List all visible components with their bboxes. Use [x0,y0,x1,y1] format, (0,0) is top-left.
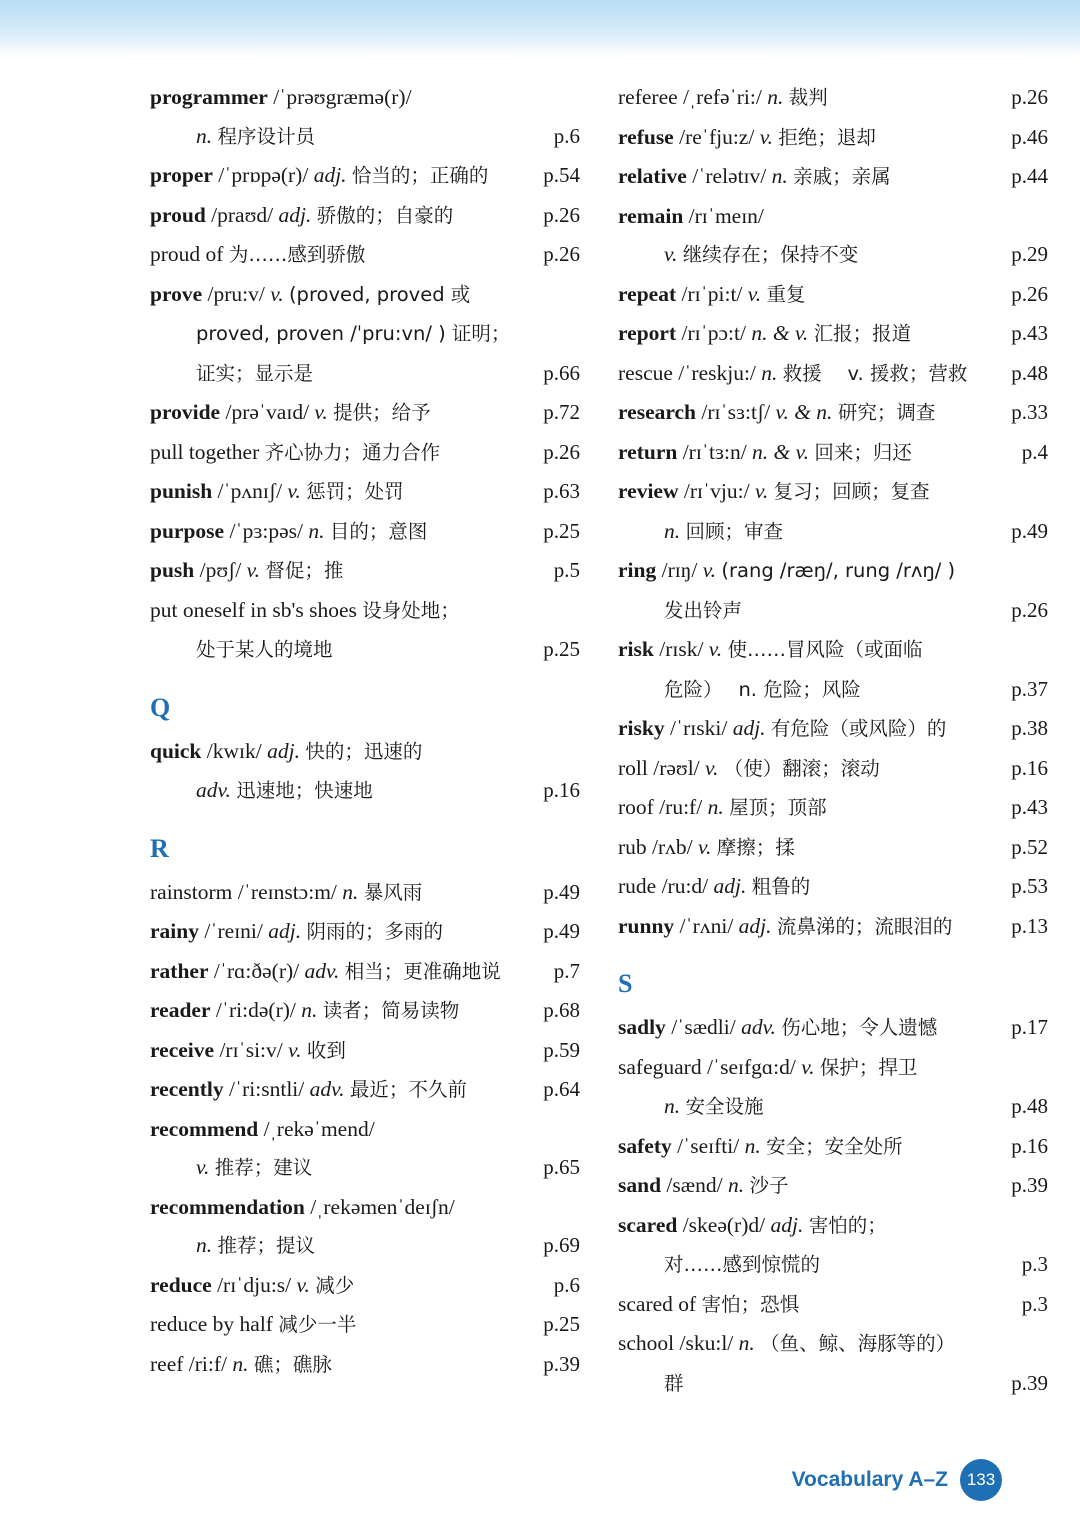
entry-text: return /rɪˈtɜ:n/ n. & v. 回来；归还 [618,439,912,464]
page-reference: p.26 [1011,281,1048,306]
entry-text: proper /ˈprɒpə(r)/ adj. 恰当的；正确的 [150,163,489,187]
page-reference: p.49 [1011,518,1048,543]
decorative-top-band [0,0,1080,56]
entry-text: push /pʊʃ/ v. 督促；推 [150,558,344,582]
entry-text: put oneself in sb's shoes 设身处地； [150,597,460,622]
entry-text: programmer /ˈprəʊgræmə(r)/ [150,85,412,109]
page-number-badge: 133 [960,1459,1002,1501]
entry-text: sand /sænd/ n. 沙子 [618,1173,789,1197]
page-reference: p.25 [543,518,580,543]
page-reference: p.6 [553,1272,580,1297]
entry-text: reader /ˈri:də(r)/ n. 读者；简易读物 [150,998,460,1022]
entry-text: n. 程序设计员 [196,123,316,148]
dictionary-entry [150,433,580,473]
entry-text: relative /ˈrelətɪv/ n. 亲戚；亲属 [618,164,891,188]
dictionary-entry [150,78,580,117]
entry-text: n. 回顾；审查 [664,518,784,543]
dictionary-entry [618,749,1048,789]
entry-text: refuse /reˈfju:z/ v. 拒绝；退却 [618,124,876,149]
entry-text: sadly /ˈsædli/ adv. 伤心地；令人遗憾 [618,1015,938,1039]
page-reference: p.59 [543,1037,580,1062]
dictionary-entry [150,235,580,275]
page-reference: p.53 [1011,874,1048,898]
dictionary-entry [618,197,1048,236]
page-reference: p.3 [1021,1291,1048,1316]
entry-text: n. 安全设施 [664,1094,764,1118]
page-reference: p.39 [543,1351,580,1376]
dictionary-entry [618,788,1048,828]
entry-text: review /rɪˈvju:/ v. 复习；回顾；复查 [618,479,930,503]
entry-text: risky /ˈrɪski/ adj. 有危险（或风险）的 [618,716,947,740]
entry-text: recommend /ˌrekəˈmend/ [150,1116,375,1141]
page-reference: p.48 [1011,360,1048,385]
two-column-layout [0,78,1080,1403]
page-reference: p.16 [1011,1133,1048,1158]
entry-text: rather /ˈrɑ:ðə(r)/ adv. 相当；更准确地说 [150,958,501,983]
dictionary-entry [150,1345,580,1385]
page-reference: p.26 [1011,597,1048,622]
entry-text: ring /rɪŋ/ v. (rang /ræŋ/, rung /rʌŋ/ ) [618,558,956,582]
dictionary-entry [150,354,580,394]
dictionary-entry [150,591,580,631]
dictionary-entry [618,591,1048,631]
dictionary-entry [150,771,580,811]
entry-text: 危险） n. 危险；风险 [664,677,861,701]
page-reference: p.7 [553,958,580,983]
page-reference: p.66 [543,360,580,385]
dictionary-entry [618,393,1048,433]
entry-text: reduce /rɪˈdju:s/ v. 减少 [150,1272,355,1297]
dictionary-entry [618,157,1048,197]
dictionary-entry [618,1127,1048,1167]
dictionary-entry [618,354,1048,394]
entry-text: quick /kwɪk/ adj. 快的；迅速的 [150,738,423,763]
entry-text: purpose /ˈpɜ:pəs/ n. 目的；意图 [150,518,428,543]
entry-text: scared /skeə(r)d/ adj. 害怕的； [618,1212,887,1237]
page-reference: p.65 [543,1155,580,1179]
entry-text: school /sku:l/ n. （鱼、鲸、海豚等的） [618,1331,956,1355]
entry-text: recommendation /ˌrekəmenˈdeɪʃn/ [150,1194,455,1219]
dictionary-entry [618,1285,1048,1325]
page-reference: p.39 [1011,1370,1048,1395]
page-reference: p.72 [543,400,580,424]
entry-text: roof /ru:f/ n. 屋顶；顶部 [618,795,827,819]
page-reference: p.63 [543,479,580,503]
page-reference: p.43 [1011,795,1048,819]
page-reference: p.26 [543,242,580,266]
dictionary-entry [150,1110,580,1149]
dictionary-entry [150,732,580,772]
dictionary-entry [618,314,1048,354]
entry-text: repeat /rɪˈpi:t/ v. 重复 [618,281,806,306]
right-column [608,78,1058,1403]
entry-text: 证实；显示是 [196,361,314,385]
entry-text: 群 [664,1371,684,1395]
dictionary-entry [618,1087,1048,1127]
entry-text: adv. 迅速地；快速地 [196,778,373,802]
page-reference: p.6 [553,123,580,148]
page-reference: p.69 [543,1233,580,1257]
dictionary-entry [150,1188,580,1227]
letter-heading: S [618,969,633,998]
entry-text: rescue /ˈreskju:/ n. 救援 v. 援救；营救 [618,360,968,385]
page-reference: p.49 [543,919,580,943]
dictionary-entry [150,952,580,992]
entry-text: rainstorm /ˈreɪnstɔ:m/ n. 暴风雨 [150,879,423,904]
page-reference: p.5 [553,558,580,582]
page-reference: p.3 [1021,1252,1048,1276]
dictionary-entry [618,1206,1048,1246]
dictionary-entry [150,196,580,236]
page-reference: p.68 [543,998,580,1022]
dictionary-entry [618,118,1048,158]
dictionary-entry [150,512,580,552]
dictionary-entry [618,1364,1048,1404]
entry-text: proud /praʊd/ adj. 骄傲的；自豪的 [150,202,454,227]
page-reference: p.37 [1011,676,1048,701]
page-reference: p.38 [1011,716,1048,740]
dictionary-page [0,78,1080,1458]
dictionary-entry [150,472,580,512]
entry-text: rude /ru:d/ adj. 粗鲁的 [618,874,811,898]
entry-text: reduce by half 减少一半 [150,1312,357,1336]
entry-text: referee /ˌrefəˈri:/ n. 裁判 [618,85,828,109]
page-reference: p.16 [543,778,580,802]
left-column [140,78,590,1403]
page-reference: p.52 [1011,834,1048,859]
page-reference: p.46 [1011,124,1048,149]
entry-text: provide /prəˈvaɪd/ v. 提供；给予 [150,400,431,424]
page-reference: p.44 [1011,164,1048,188]
page-reference: p.48 [1011,1094,1048,1118]
dictionary-entry [618,1048,1048,1088]
page-reference: p.26 [543,202,580,227]
entry-text: report /rɪˈpɔ:t/ n. & v. 汇报；报道 [618,321,912,345]
entry-text: n. 推荐；提议 [196,1233,316,1257]
page-reference: p.49 [543,879,580,904]
entry-text: 对……感到惊慌的 [664,1253,821,1276]
page-reference: p.4 [1021,439,1048,464]
footer-section-label: Vocabulary A–Z [791,1468,948,1491]
dictionary-entry [618,1245,1048,1285]
dictionary-entry [618,235,1048,275]
entry-text: reef /ri:f/ n. 礁；礁脉 [150,1351,332,1376]
letter-heading: Q [150,692,171,722]
dictionary-entry [618,1008,1048,1048]
page-reference: p.25 [543,637,580,661]
entry-text: punish /ˈpʌnɪʃ/ v. 惩罚；处罚 [150,479,404,503]
entry-text: v. 继续存在；保持不变 [664,242,859,266]
dictionary-entry [150,275,580,315]
dictionary-entry [618,828,1048,868]
page-reference: p.16 [1011,755,1048,780]
page-reference: p.39 [1011,1173,1048,1197]
entry-text: proud of 为……感到骄傲 [150,242,366,266]
dictionary-entry [618,1166,1048,1206]
entry-text: prove /pru:v/ v. (proved, proved 或 [150,281,471,306]
dictionary-entry [150,314,580,354]
page-footer [792,1459,1002,1501]
letter-heading: R [150,833,169,863]
dictionary-entry [150,991,580,1031]
page-reference: p.43 [1011,321,1048,345]
entry-text: rub /rʌb/ v. 摩擦；揉 [618,834,795,859]
dictionary-entry [150,1031,580,1071]
dictionary-entry [618,275,1048,315]
page-reference: p.29 [1011,242,1048,266]
entry-text: proved, proven /ˈpru:vn/ ) 证明； [196,322,511,345]
entry-text: runny /ˈrʌni/ adj. 流鼻涕的；流眼泪的 [618,913,953,938]
dictionary-entry [618,433,1048,473]
dictionary-entry [150,912,580,952]
dictionary-entry [618,670,1048,710]
page-reference: p.33 [1011,400,1048,424]
dictionary-entry [150,630,580,670]
entry-text: remain /rɪˈmeɪn/ [618,203,764,228]
page-reference: p.64 [543,1077,580,1101]
entry-text: 处于某人的境地 [196,638,333,661]
entry-text: pull together 齐心协力；通力合作 [150,439,441,464]
entry-text: 发出铃声 [664,598,743,622]
page-reference: p.17 [1011,1015,1048,1039]
dictionary-entry [618,630,1048,670]
entry-text: receive /rɪˈsi:v/ v. 收到 [150,1037,346,1062]
dictionary-entry [618,907,1048,947]
dictionary-entry [618,867,1048,907]
entry-text: v. 推荐；建议 [196,1155,313,1179]
page-reference: p.26 [543,439,580,464]
page-reference: p.26 [1011,85,1048,109]
dictionary-entry [618,1324,1048,1364]
dictionary-entry [150,1305,580,1345]
entry-text: risk /rɪsk/ v. 使……冒风险（或面临 [618,637,923,661]
dictionary-entry [618,709,1048,749]
dictionary-entry [618,78,1048,118]
dictionary-entry [618,472,1048,512]
page-reference: p.25 [543,1312,580,1336]
dictionary-entry [150,873,580,913]
entry-text: recently /ˈri:sntli/ adv. 最近；不久前 [150,1077,467,1101]
dictionary-entry [618,512,1048,552]
dictionary-entry [150,1148,580,1188]
dictionary-entry [150,1226,580,1266]
dictionary-entry [150,1070,580,1110]
page-reference: p.13 [1011,913,1048,938]
entry-text: safety /ˈseɪfti/ n. 安全；安全处所 [618,1133,903,1158]
dictionary-entry [618,551,1048,591]
entry-text: roll /rəʊl/ v. （使）翻滚；滚动 [618,755,880,780]
page-reference: p.54 [543,163,580,187]
dictionary-entry [150,156,580,196]
dictionary-entry [150,393,580,433]
entry-text: rainy /ˈreɪni/ adj. 阴雨的；多雨的 [150,919,443,943]
entry-text: scared of 害怕；恐惧 [618,1291,800,1316]
entry-text: safeguard /ˈseɪfgɑ:d/ v. 保护；捍卫 [618,1054,918,1079]
dictionary-entry [150,1266,580,1306]
dictionary-entry [150,551,580,591]
dictionary-entry [150,117,580,157]
entry-text: research /rɪˈsɜ:tʃ/ v. & n. 研究；调查 [618,400,936,424]
